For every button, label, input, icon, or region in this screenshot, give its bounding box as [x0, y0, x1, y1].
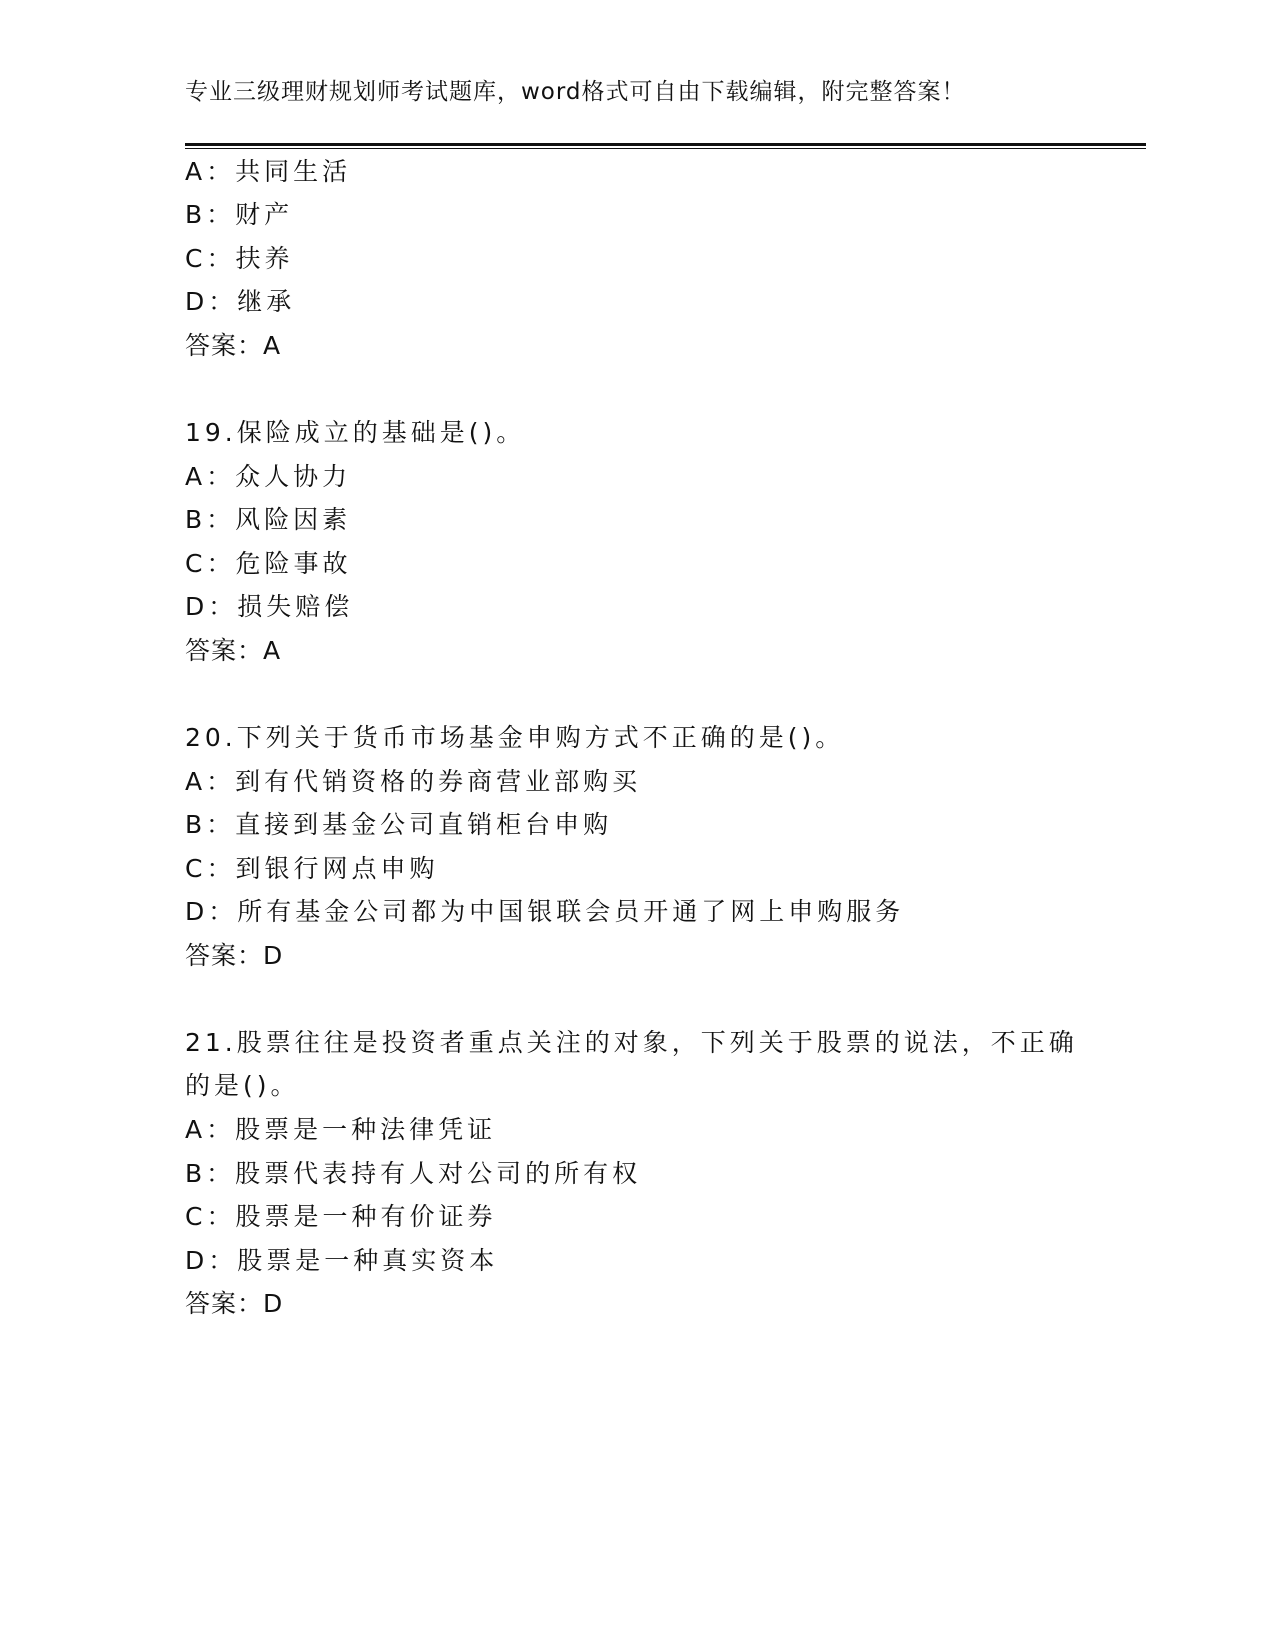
option-b: B：股票代表持有人对公司的所有权: [185, 1159, 642, 1188]
question-text: 20.下列关于货币市场基金申购方式不正确的是()。: [185, 723, 845, 752]
answer: 答案：A: [185, 331, 282, 360]
header-divider: [185, 143, 1146, 149]
question-text: 19.保险成立的基础是()。: [185, 418, 526, 447]
option-d: D：所有基金公司都为中国银联会员开通了网上申购服务: [185, 897, 905, 926]
answer: 答案：A: [185, 636, 282, 665]
option-a: A：共同生活: [185, 157, 352, 186]
option-a: A：众人协力: [185, 462, 352, 491]
option-c: C：扶养: [185, 244, 294, 273]
option-c: C：危险事故: [185, 549, 352, 578]
answer: 答案：D: [185, 1289, 284, 1318]
option-c: C：到银行网点申购: [185, 854, 439, 883]
option-a: A：股票是一种法律凭证: [185, 1115, 497, 1144]
question-text-continued: 的是()。: [185, 1071, 300, 1100]
option-d: D：损失赔偿: [185, 592, 354, 621]
option-c: C：股票是一种有价证券: [185, 1202, 497, 1231]
option-d: D：股票是一种真实资本: [185, 1246, 499, 1275]
option-d: D：继承: [185, 287, 296, 316]
answer: 答案：D: [185, 941, 284, 970]
question-text: 21.股票往往是投资者重点关注的对象，下列关于股票的说法，不正确: [185, 1028, 1078, 1057]
option-b: B：财产: [185, 200, 294, 229]
option-b: B：直接到基金公司直销柜台申购: [185, 810, 613, 839]
option-b: B：风险因素: [185, 505, 352, 534]
page-header: 专业三级理财规划师考试题库，word格式可自由下载编辑，附完整答案！: [185, 79, 966, 105]
option-a: A：到有代销资格的券商营业部购买: [185, 767, 642, 796]
